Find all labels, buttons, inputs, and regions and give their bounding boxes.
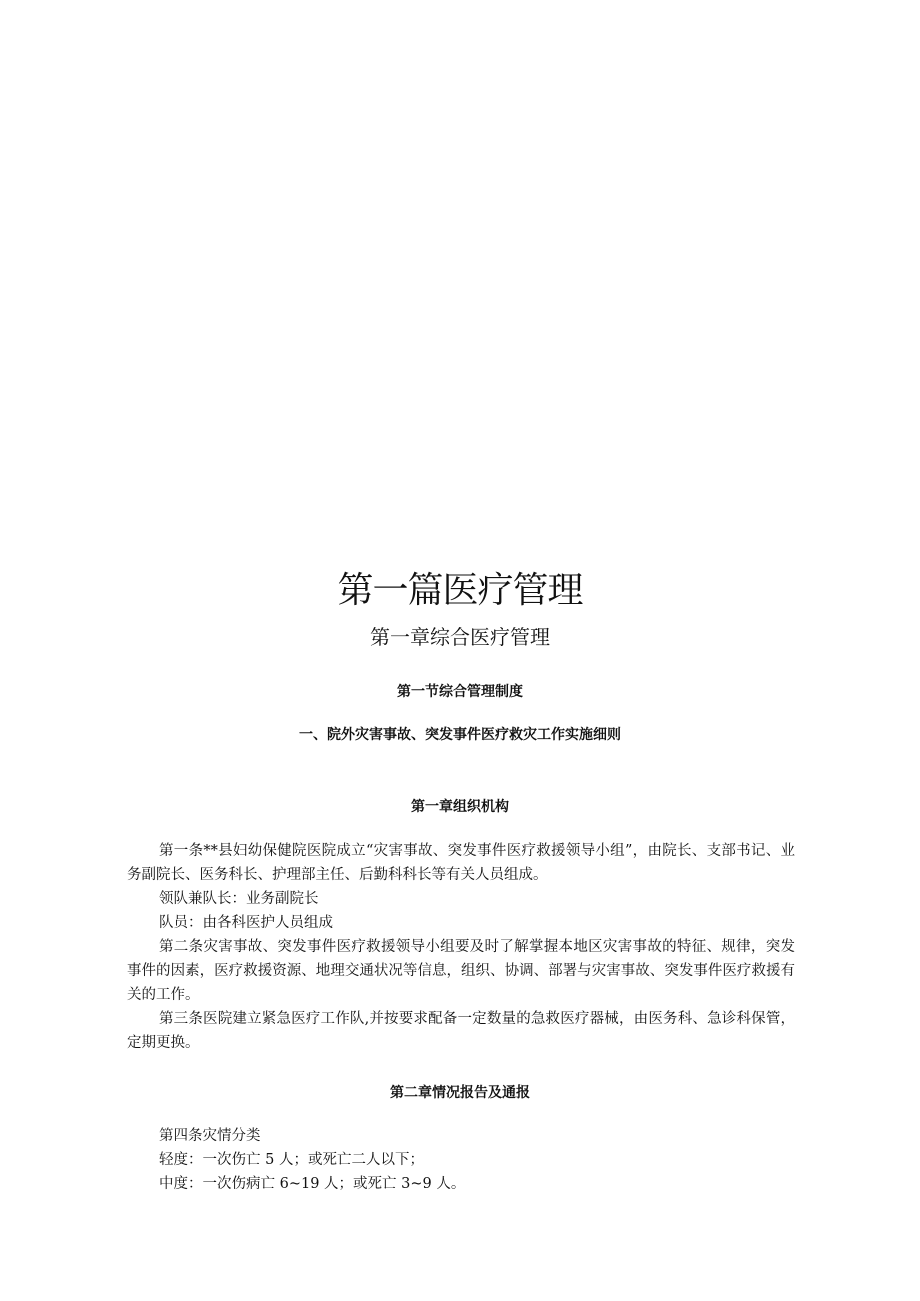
chapter1-heading: 第一章组织机构 <box>411 799 509 815</box>
leader-line: 领队兼队长：业务副院长 <box>159 891 319 907</box>
article-2-paragraph: 第二条灾害事故、突发事件医疗救援领导小组要及时了解掌握本地区灾害事故的特征、规律，突发事件的因素，医疗救援资源、地理交通状况等信息，组织、协调、部署与灾害事故、突发事件医疗救援有关的工作。 <box>127 939 795 1003</box>
article-3-paragraph: 第三条医院建立紧急医疗工作队,并按要求配备一定数量的急救医疗器械，由医务科、急诊科保管，定期更换。 <box>127 1011 795 1051</box>
part-title: 第一篇医疗管理 <box>337 570 583 611</box>
chapter-title: 第一章综合医疗管理 <box>370 625 550 649</box>
article-1-paragraph: 第一条**县妇幼保健院医院成立“灾害事故、突发事件医疗救援领导小组”，由院长、支部书记、业务副院长、医务科长、护理部主任、后勤科科长等有关人员组成。 <box>127 843 795 883</box>
mild-line: 轻度：一次伤亡 5 人；或死亡二人以下； <box>159 1152 424 1168</box>
moderate-line: 中度：一次伤病亡 6~19 人；或死亡 3~9 人。 <box>159 1176 466 1192</box>
members-line: 队员：由各科医护人员组成 <box>159 915 333 931</box>
article-4-line: 第四条灾情分类 <box>159 1128 261 1144</box>
chapter2-heading: 第二章情况报告及通报 <box>390 1085 530 1101</box>
section-title: 第一节综合管理制度 <box>397 684 523 700</box>
article-title: 一、院外灾害事故、突发事件医疗救灾工作实施细则 <box>299 727 621 743</box>
